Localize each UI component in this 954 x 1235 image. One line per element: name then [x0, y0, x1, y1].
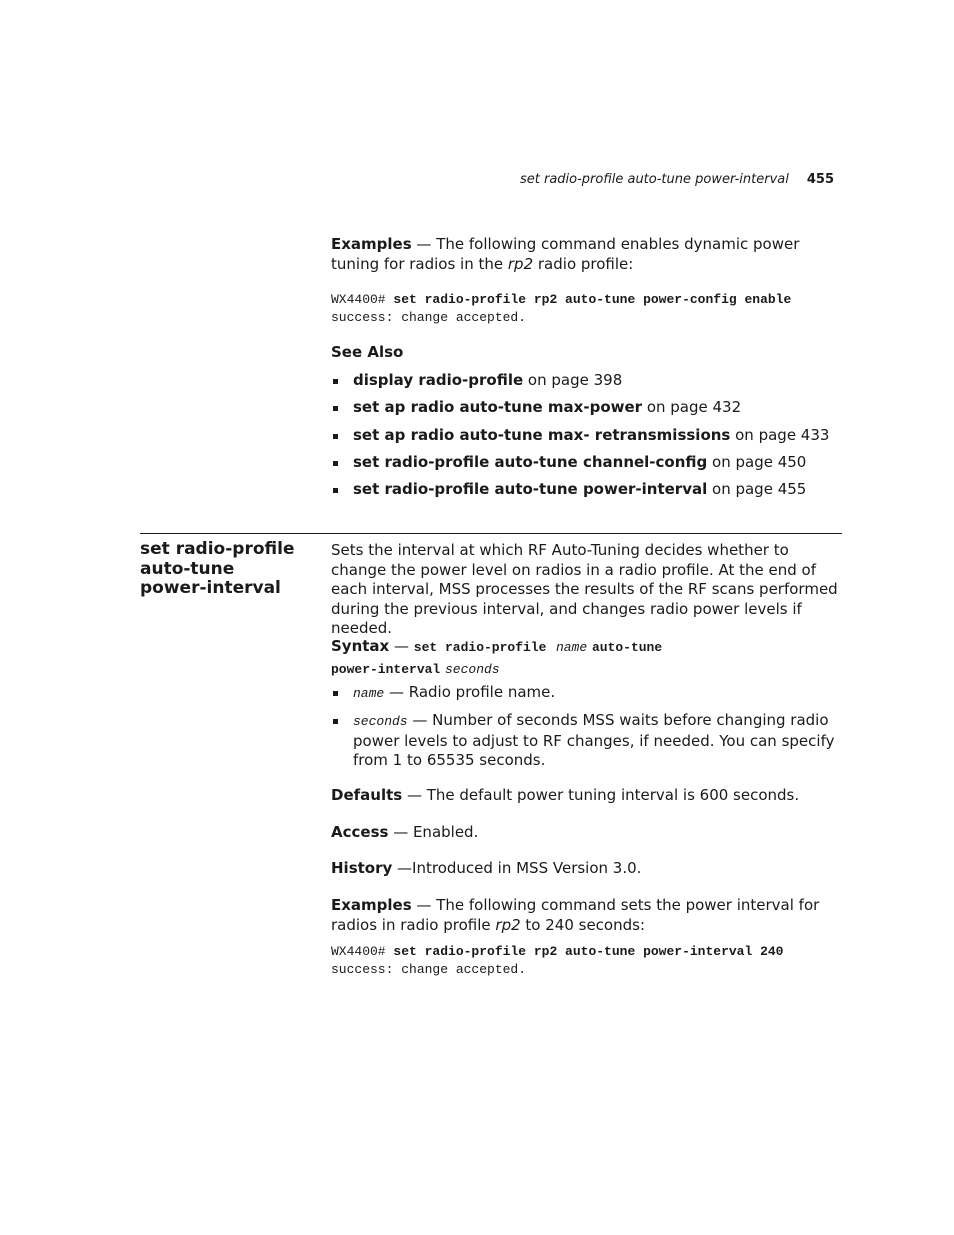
see-also-item[interactable] [331, 480, 843, 500]
history-label: History [331, 859, 393, 877]
defaults-label: Defaults [331, 786, 403, 804]
param-name: seconds [353, 714, 408, 730]
bullet-icon [333, 691, 338, 696]
see-also-page: on page 450 [707, 452, 807, 471]
section-title-line2: auto-tune [140, 558, 235, 579]
syntax-arg-name: name [555, 640, 588, 655]
see-also-page: on page 432 [642, 398, 742, 417]
header-title: set radio-profile auto-tune power-interval [519, 172, 789, 187]
bullet-icon [333, 434, 338, 439]
access-label: Access [331, 823, 389, 841]
defaults-text: — The default power tuning interval is 600 seconds. [402, 786, 800, 804]
code-prompt-2: WX4400# [331, 944, 394, 959]
examples-label-2: Examples [331, 896, 412, 914]
examples-paragraph-2 [331, 896, 843, 935]
access-paragraph [331, 823, 843, 843]
syntax-arg-seconds: seconds [445, 662, 500, 677]
bullet-icon [333, 379, 338, 384]
param-desc: — Number of seconds MSS waits before changing radio power levels to adjust to RF changes, if needed. You can specify from 1 to 65535 seconds. [353, 711, 835, 770]
section-title [140, 540, 320, 599]
examples-text-b-2: to 240 seconds: [520, 915, 645, 934]
syntax-params-list [331, 683, 843, 771]
see-also-item[interactable] [331, 398, 843, 418]
bullet-icon [333, 719, 338, 724]
code-prompt: WX4400# [331, 292, 394, 307]
syntax-command: set radio-profile [413, 640, 547, 655]
see-also-item[interactable] [331, 371, 843, 391]
param-name: name [353, 686, 385, 701]
examples-text-a: — The following command enables dynamic power tuning for radios in the [331, 235, 800, 273]
see-also-heading: See Also [331, 343, 404, 361]
examples-profile-2: rp2 [495, 915, 521, 934]
see-also-item[interactable] [331, 426, 843, 446]
running-header [450, 172, 834, 188]
examples-label: Examples [331, 235, 412, 253]
bullet-icon [333, 488, 338, 493]
param-desc: — Radio profile name. [384, 683, 556, 701]
see-also-link[interactable]: set ap radio auto-tune max-power [353, 398, 643, 417]
section-title-line3: power-interval [140, 578, 281, 598]
see-also-link[interactable]: display radio-profile [353, 371, 524, 389]
examples-paragraph [331, 235, 843, 274]
bullet-icon [333, 406, 338, 411]
code-command-2: set radio-profile rp2 auto-tune power-interval 240 [393, 944, 784, 959]
code-result: success: change accepted. [331, 310, 527, 325]
param-item [331, 683, 843, 704]
see-also-page: on page 455 [707, 480, 807, 499]
syntax-dash: — [389, 637, 414, 655]
section-divider [140, 533, 842, 534]
see-also-list [331, 371, 843, 507]
code-command: set radio-profile rp2 auto-tune power-config enable [393, 292, 792, 307]
syntax-label: Syntax [331, 637, 390, 655]
history-paragraph [331, 859, 843, 879]
section-description: Sets the interval at which RF Auto-Tuning decides whether to change the power level on radios in a radio profile. At the end of each interval, MSS processes the results of the RF scans performed during the previous interval, and changes radio power levels if needed. [331, 541, 838, 637]
defaults-paragraph [331, 786, 843, 806]
examples-profile: rp2 [507, 254, 534, 273]
see-also-link[interactable]: set ap radio auto-tune max- retransmissions [353, 425, 731, 444]
syntax-command-3: power-interval [331, 662, 441, 677]
param-item [331, 711, 843, 771]
access-text: — Enabled. [388, 823, 479, 841]
history-text: —Introduced in MSS Version 3.0. [392, 859, 642, 877]
see-also-item[interactable] [331, 453, 843, 473]
code-example [331, 291, 791, 327]
see-also-link[interactable]: set radio-profile auto-tune power-interval [353, 480, 708, 499]
syntax-block [331, 636, 843, 680]
syntax-command-2: auto-tune [591, 640, 663, 655]
examples-text-b: radio profile: [533, 254, 634, 273]
code-example-2 [331, 943, 784, 979]
see-also-page: on page 433 [730, 425, 830, 444]
see-also-link[interactable]: set radio-profile auto-tune channel-config [353, 452, 708, 471]
section-title-line1: set radio-profile [140, 539, 295, 559]
examples-text-a-2: — The following command sets the power interval for radios in radio profile [331, 896, 820, 934]
see-also-page: on page 398 [523, 371, 623, 389]
bullet-icon [333, 461, 338, 466]
page-number: 455 [806, 172, 834, 187]
code-result-2: success: change accepted. [331, 962, 527, 977]
